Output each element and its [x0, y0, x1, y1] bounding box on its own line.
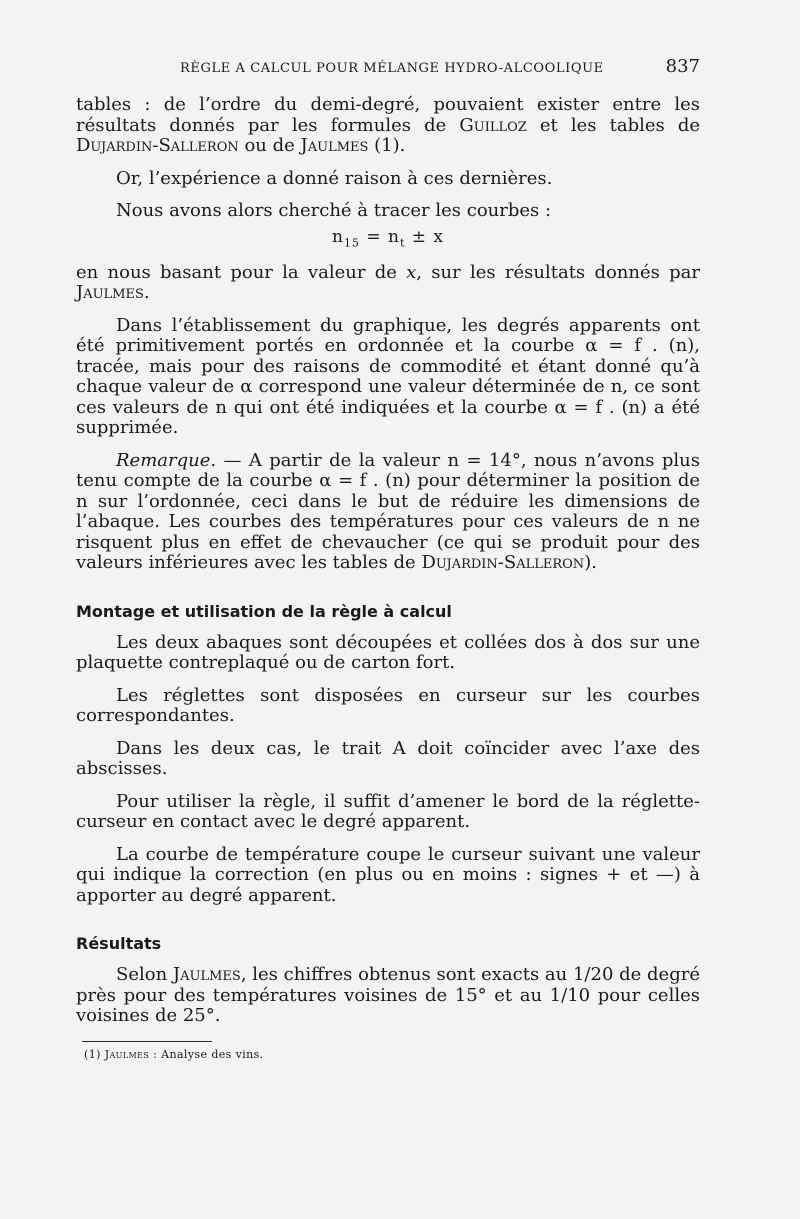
paragraph-5: Dans l’établissement du graphique, les degrés apparents ont été primitivement portés en ordonnée et la courbe α = f . (n), tracée, mais pour des raisons de commodité et étant donné qu’à chaque valeur de α correspond une valeur déterminée de n, ce sont ces valeurs de n qui ont été indiquées et la courbe α = f . (n) a été supprimée. — [76, 314, 700, 439]
paragraph-4: en nous basant pour la valeur de x, sur les résultats donnés par Jaulmes. — [76, 261, 700, 304]
paragraph-remarque: Remarque. — A partir de la valeur n = 14°, nous n’avons plus tenu compte de la courbe α = f . (n) pour déterminer la position de n sur l’ordonnée, ceci dans le but de réduire les dimensions de l’abaque. Les courbes des températures pour ces valeurs de n ne risquent plus en effet de chevaucher (ce qui se produit pour des valeurs inférieures avec les tables de Dujardin-Salleron). — [76, 449, 700, 574]
footnote: (1) Jaulmes : Analyse des vins. — [84, 1047, 264, 1061]
paragraph-2: Or, l’expérience a donné raison à ces dernières. — [116, 167, 553, 189]
header-title: RÈGLE A CALCUL POUR MÉLANGE HYDRO-ALCOOLIQUE — [180, 61, 604, 76]
section-heading-resultats: Résultats — [76, 934, 162, 954]
paragraph-1: tables : de l’ordre du demi-degré, pouvaient exister entre les résultats donnés par les formules de Guilloz et les tables de Dujardin-Salleron ou de Jaulmes (1). — [76, 94, 700, 156]
footnote-rule — [82, 1041, 212, 1042]
running-header — [180, 56, 700, 77]
document-page — [76, 56, 700, 1061]
montage-paragraph: Pour utiliser la règle, il suffit d’amener le bord de la réglette-curseur en contact avec le degré apparent. — [76, 790, 700, 833]
montage-paragraph: Dans les deux cas, le trait A doit coïncider avec l’axe des abscisses. — [76, 737, 700, 780]
resultats-paragraph: Selon Jaulmes, les chiffres obtenus sont exacts au 1/20 de degré près pour des températures voisines de 15° et au 1/10 pour celles voisines de 25°. — [76, 964, 700, 1027]
paragraph-3: Nous avons alors cherché à tracer les courbes : — [116, 200, 552, 221]
section-heading-montage: Montage et utilisation de la règle à calcul — [76, 601, 452, 621]
author-guilloz: Guilloz — [459, 114, 527, 136]
montage-paragraph: La courbe de température coupe le curseur suivant une valeur qui indique la correction (en plus ou en moins : signes + et —) à apporter au degré apparent. — [76, 843, 700, 906]
formula: $n_{15} = n_t \pm x$ — [331, 226, 445, 249]
montage-paragraph: Les deux abaques sont découpées et collées dos à dos sur une plaquette contreplaqué ou de carton fort. — [76, 631, 700, 674]
montage-paragraph: Les réglettes sont disposées en curseur sur les courbes correspondantes. — [76, 684, 700, 727]
author-dujardin-salleron: Dujardin-Salleron — [76, 135, 239, 156]
author-jaulmes: Jaulmes — [300, 135, 369, 156]
page-number: 837 — [665, 56, 700, 77]
